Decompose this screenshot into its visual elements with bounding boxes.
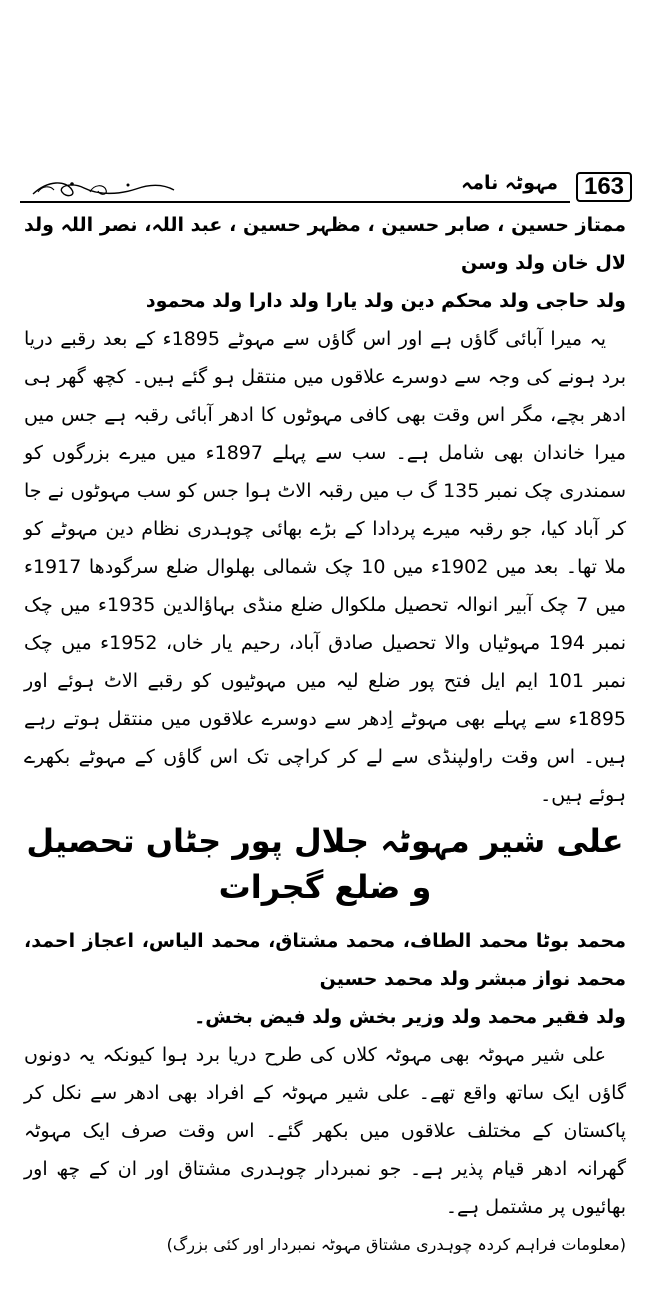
names-line: ولد حاجی ولد محکم دین ولد یارا ولد دارا ولد محمود — [145, 290, 626, 312]
names-line: ولد فقیر محمد ولد وزیر بخش ولد فیض بخش۔ — [194, 1006, 626, 1028]
names-line: محمد بوٹا محمد الطاف، محمد مشتاق، محمد الیاس، اعجاز احمد، محمد نواز مبشر ولد محمد حسین — [24, 930, 626, 990]
body-paragraph: یہ میرا آبائی گاؤں ہے اور اس گاؤں سے مہوٹے 1895ء کے بعد رقبے دریا برد ہونے کی وجہ سے دوسرے علاقوں میں منتقل ہو گئے ہیں۔ کچھ گھر ہی ادھر بچے، مگر اس وقت بھی کافی مہوٹوں کا ادھر آبائی رقبہ ہے جس میں میرا خاندان بھی شامل ہے۔ سب سے پہلے 1897ء میں میرے بزرگوں کو سمندری چک نمبر 135 گ ب میں رقبہ الاٹ ہوا جس کو سب مہوٹوں نے جا کر آباد کیا، جو رقبہ میرے پردادا کے بڑے بھائی چوہدری نظام دین مہوٹے کو ملا تھا۔ بعد میں 1902ء میں 10 چک شمالی بھلوال ضلع سرگودھا 1917ء میں 7 چک آبیر انوالہ تحصیل ملکوال ضلع منڈی بہاؤالدین 1935ء میں چک نمبر 194 مہوٹیاں والا تحصیل صادق آباد، رحیم یار خاں، 1952ء میں چک نمبر 101 ایم ایل فتح پور ضلع لیہ میں مہوٹیوں کو رقبے الاٹ ہوئے اور 1895ء سے پہلے بھی مہوٹے اِدھر سے دوسرے علاقوں میں منتقل ہوتے رہے ہیں۔ اس وقت راولپنڈی سے لے کر کراچی تک اس گاؤں کے مہوٹے بکھرے ہوئے ہیں۔ — [24, 328, 627, 806]
page-number: 163 — [576, 172, 632, 202]
page-content — [24, 206, 626, 1264]
page-header — [20, 172, 632, 204]
names-line: ممتاز حسین ، صابر حسین ، مظہر حسین ، عبد اللہ، نصر اللہ ولد لال خان ولد وسن — [24, 214, 626, 274]
section-ali-sher-mahota — [24, 922, 626, 1264]
source-note: (معلومات فراہم کردہ چوہدری مشتاق مہوٹہ نمبردار اور کئی بزرگ) — [166, 1235, 626, 1254]
book-title: مہوٹہ نامہ — [461, 172, 558, 194]
section-mahota-kalan — [24, 206, 626, 814]
section-heading: علی شیر مہوٹہ جلال پور جٹاں تحصیل و ضلع گجرات — [26, 822, 624, 906]
header-divider — [20, 201, 570, 203]
ornament-icon — [28, 176, 178, 200]
body-paragraph: علی شیر مہوٹہ بھی مہوٹہ کلاں کی طرح دریا برد ہوا کیونکہ یہ دونوں گاؤں ایک ساتھ واقع تھے۔ علی شیر مہوٹہ کے افراد بھی ادھر سے نکل کر پاکستان کے مختلف علاقوں میں بکھر گئے۔ اس وقت صرف ایک مہوٹہ گھرانہ ادھر قیام پذیر ہے۔ جو نمبردار چوہدری مشتاق اور ان کے چھ اور بھائیوں پر مشتمل ہے۔ — [24, 1044, 626, 1218]
